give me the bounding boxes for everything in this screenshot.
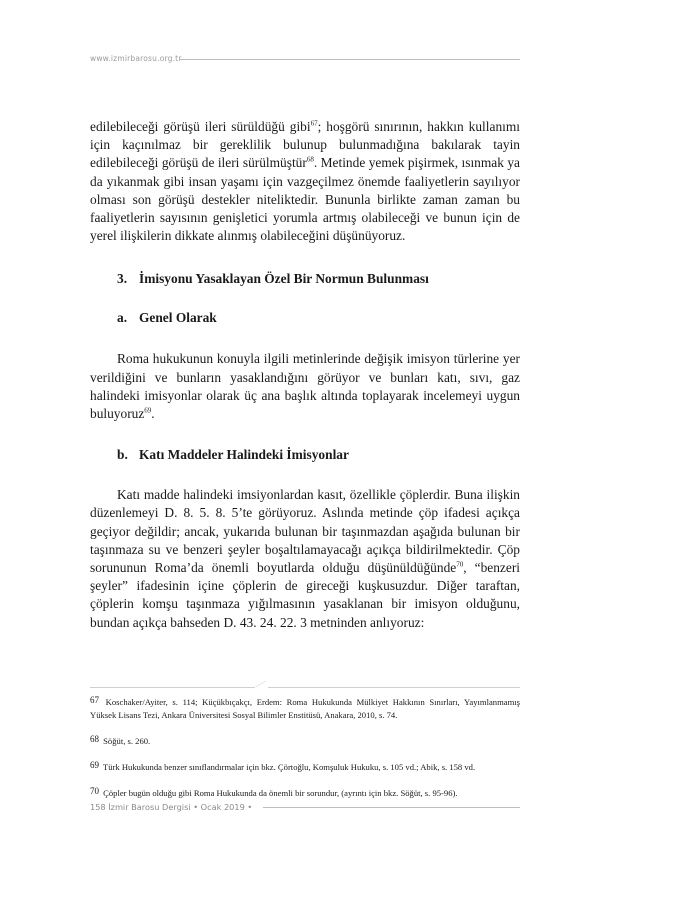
- footnote-text: Türk Hukukunda benzer sınıflandırmalar için bkz. Çörtoğlu, Komşuluk Hukuku, s. 105 vd.; Abik, s. 158 vd.: [103, 762, 476, 772]
- footnote-separator: [90, 687, 255, 688]
- footnotes: [90, 694, 520, 800]
- footnote-ref-68[interactable]: 68: [306, 155, 314, 164]
- header-url: www.izmirbarosu.org.tr: [90, 54, 182, 63]
- paragraph-3-text-b: , “benzeri şeyler” ifadesinin içine çöplerin de gireceği kuşkusuzdur. Diğer taraftan, çöplerin komşu taşınmaza yığılmasının yasaklanan bir imisyon olduğunu, bundan açıkça bahseden D. 43. 24. 22. 3 metninden anlıyoruz:: [90, 560, 520, 630]
- heading-number: 3.: [117, 271, 128, 287]
- footnote-67: [90, 694, 520, 722]
- footnote-separator-right: [268, 687, 520, 688]
- footer-rule: [263, 807, 520, 808]
- heading-number: a.: [117, 310, 128, 326]
- header-rule: [180, 59, 520, 60]
- paragraph-1: [90, 118, 520, 245]
- section-heading-3: [90, 271, 520, 287]
- heading-text: Genel Olarak: [139, 310, 217, 326]
- footnote-ref-67[interactable]: 67: [310, 119, 318, 128]
- footnote-number: 70: [90, 786, 99, 796]
- subheading-b: [90, 447, 520, 463]
- heading-text: Katı Maddeler Halindeki İmisyonlar: [139, 447, 349, 463]
- footnote-number: 67: [90, 695, 99, 705]
- paragraph-3: [90, 486, 520, 632]
- footnote-68: [90, 733, 520, 748]
- footnote-number: 68: [90, 734, 99, 744]
- paragraph-1-text-a: edilebileceği görüşü ileri sürüldüğü gibi: [90, 119, 311, 134]
- footnote-text: Söğüt, s. 260.: [103, 736, 151, 746]
- main-text: [90, 118, 520, 632]
- footnote-ref-70[interactable]: 70: [456, 560, 464, 569]
- footnote-number: 69: [90, 760, 99, 770]
- paragraph-2-text: Roma hukukunun konuyla ilgili metinlerinde değişik imisyon türlerine yer verildiğini ve bunların yasaklandığını görüyor ve bunları katı, sıvı, gaz halindeki imisyonlar olarak üç ana başlık altında toplayarak incelemeyi uygun buluyoruz: [90, 351, 520, 422]
- heading-number: b.: [117, 447, 128, 463]
- footnote-69: [90, 759, 520, 774]
- paragraph-1-text-b: ; hoşgörü sınırının, hakkın kullanımı için kaçınılmaz bir gereklilik bulunup bulunmadığına bakılarak tayin edilebileceği görüşü de ileri sürülmüştür: [90, 119, 520, 171]
- page-footer: 158 İzmir Barosu Dergisi • Ocak 2019 •: [90, 802, 253, 812]
- footnote-text: Çöpler bugün olduğu gibi Roma Hukukunda da önemli bir sorundur, (ayrıntı için bkz. Söğüt, s. 95-96).: [103, 788, 458, 798]
- subheading-a: [90, 310, 520, 326]
- paragraph-2: [90, 350, 520, 423]
- footnote-text: Koschaker/Ayiter, s. 114; Küçükbıçakçı, Erdem: Roma Hukukunda Mülkiyet Hakkının Sınırları, Yayımlanmamış Yüksek Lisans Tezi, Ankara Üniversitesi Sosyal Bilimler Enstitüsü, Anakara, 2010, s. 74.: [90, 697, 520, 720]
- paragraph-3-text-a: Katı madde halindeki imsiyonlardan kasıt, özellikle çöplerdir. Buna ilişkin düzenlemeyi D. 8. 5. 8. 5’te görüyoruz. Aslında metinde çöp ifadesi açıkça geçiyor değildir; ancak, yukarıda bulunan bir taşınmazdan aşağıda bulunan bir taşınmaza su ve benzeri şeyler boşaltılamayacağı açıkça bildirilmektedir. Çöp sorununun Roma’da önemli boyutlarda olduğu düşünüldüğünde: [90, 487, 520, 576]
- footnote-70: [90, 785, 520, 800]
- heading-text: İmisyonu Yasaklayan Özel Bir Normun Bulunması: [139, 271, 429, 287]
- paragraph-1-text-c: . Metinde yemek pişirmek, ısınmak ya da yıkanmak gibi insan yaşamı için vazgeçilmez önemde faaliyetlerin sayılıyor olması son görüşü destekler niteliktedir. Bununla birlikte zaman zaman bu faaliyetlerin sayısının genişletici yorumla artmış olabileceği ve bunun için de yerel ilişkilerin dikkate alınmış olabileceğini düşünüyoruz.: [90, 155, 520, 244]
- footnote-ref-69[interactable]: 69: [144, 406, 152, 415]
- paragraph-2-end: .: [151, 406, 155, 422]
